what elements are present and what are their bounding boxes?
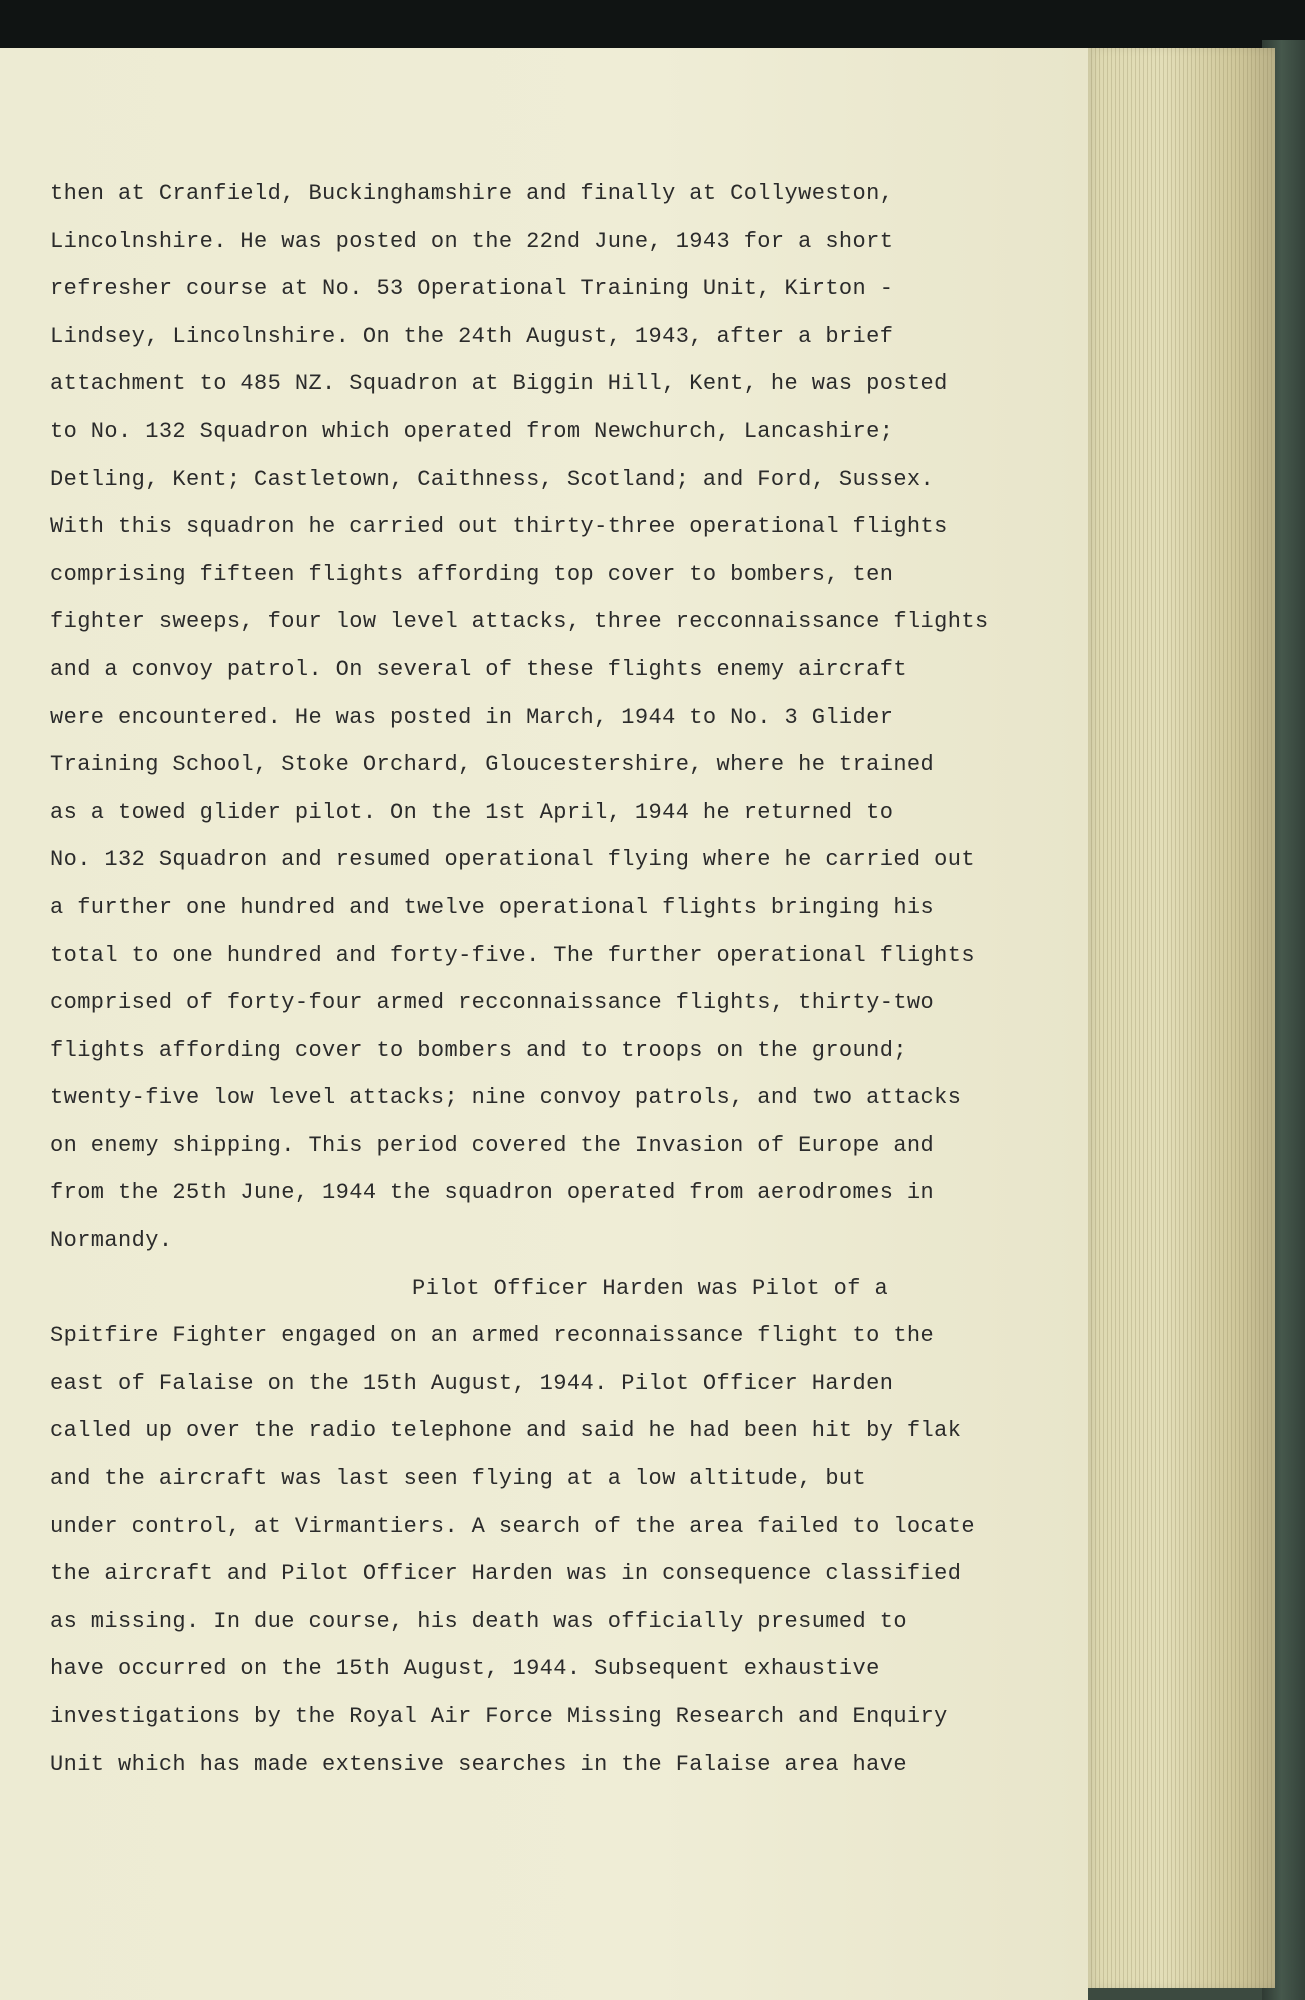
text-line: the aircraft and Pilot Officer Harden was in consequence classified: [50, 1561, 962, 1587]
text-line: and the aircraft was last seen flying at a low altitude, but: [50, 1466, 867, 1492]
text-line: Lindsey, Lincolnshire. On the 24th August, 1943, after a brief: [50, 323, 894, 349]
text-line: to No. 132 Squadron which operated from Newchurch, Lancashire;: [50, 418, 894, 444]
text-line: and a convoy patrol. On several of these flights enemy aircraft: [50, 656, 907, 682]
text-line: With this squadron he carried out thirty-three operational flights: [50, 514, 948, 540]
text-line: flights affording cover to bombers and to troops on the ground;: [50, 1037, 907, 1063]
text-line: No. 132 Squadron and resumed operational flying where he carried out: [50, 847, 975, 873]
text-line: have occurred on the 15th August, 1944. Subsequent exhaustive: [50, 1656, 880, 1682]
text-line: Lincolnshire. He was posted on the 22nd June, 1943 for a short: [50, 228, 894, 254]
paragraph-start-line: Pilot Officer Harden was Pilot of a: [412, 1275, 889, 1301]
text-line: as missing. In due course, his death was officially presumed to: [50, 1608, 907, 1634]
text-line: Unit which has made extensive searches in the Falaise area have: [50, 1751, 907, 1777]
text-line: comprised of forty-four armed recconnaissance flights, thirty-two: [50, 990, 935, 1016]
text-line: Detling, Kent; Castletown, Caithness, Scotland; and Ford, Sussex.: [50, 466, 935, 492]
text-line: from the 25th June, 1944 the squadron operated from aerodromes in: [50, 1180, 935, 1206]
text-line: called up over the radio telephone and said he had been hit by flak: [50, 1418, 962, 1444]
text-line: were encountered. He was posted in March, 1944 to No. 3 Glider: [50, 704, 894, 730]
text-line: twenty-five low level attacks; nine convoy patrols, and two attacks: [50, 1085, 962, 1111]
text-line: refresher course at No. 53 Operational Training Unit, Kirton -: [50, 276, 894, 302]
scan-background-top: [0, 0, 1305, 48]
text-line: attachment to 485 NZ. Squadron at Biggin Hill, Kent, he was posted: [50, 371, 948, 397]
typed-text-body: [50, 170, 1060, 1788]
text-line: investigations by the Royal Air Force Missing Research and Enquiry: [50, 1704, 948, 1729]
text-line: a further one hundred and twelve operational flights bringing his: [50, 894, 935, 920]
text-line: fighter sweeps, four low level attacks, three recconnaissance flights: [50, 609, 989, 635]
text-line: Spitfire Fighter engaged on an armed reconnaissance flight to the: [50, 1323, 935, 1349]
text-line: Normandy.: [50, 1228, 173, 1254]
text-line: as a towed glider pilot. On the 1st April, 1944 he returned to: [50, 799, 894, 825]
text-line: east of Falaise on the 15th August, 1944. Pilot Officer Harden: [50, 1370, 894, 1396]
text-line: Training School, Stoke Orchard, Gloucestershire, where he trained: [50, 752, 935, 778]
text-line: under control, at Virmantiers. A search of the area failed to locate: [50, 1513, 975, 1539]
text-line: comprising fifteen flights affording top cover to bombers, ten: [50, 561, 894, 587]
text-line: then at Cranfield, Buckinghamshire and finally at Collyweston,: [50, 181, 894, 206]
text-line: total to one hundred and forty-five. The further operational flights: [50, 942, 975, 968]
book-page-edges: [1085, 48, 1275, 1988]
text-line: on enemy shipping. This period covered the Invasion of Europe and: [50, 1132, 935, 1158]
